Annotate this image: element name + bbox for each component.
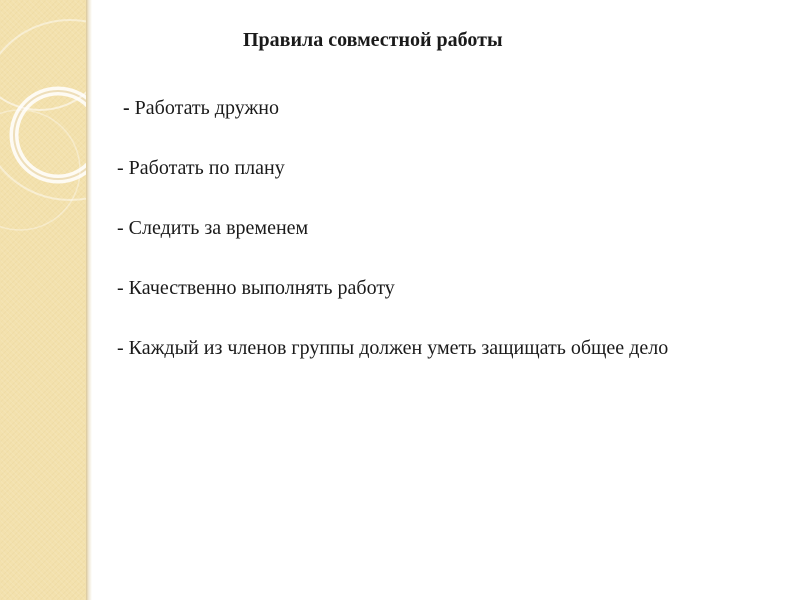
rule-item — [117, 95, 757, 121]
decorative-side-panel — [0, 0, 86, 600]
rule-text: Работать дружно — [129, 97, 279, 119]
rules-list — [117, 95, 757, 395]
rule-dash: - — [123, 97, 130, 119]
circles-ornament-icon — [0, 0, 86, 600]
rule-item: - Работать по плану — [117, 157, 285, 179]
panel-divider — [86, 0, 92, 600]
slide-title: Правила совместной работы — [243, 29, 503, 51]
rule-item: - Каждый из членов группы должен уметь защищать общее дело — [117, 337, 669, 359]
rule-item: - Следить за временем — [117, 217, 309, 239]
rule-item: - Качественно выполнять работу — [117, 277, 395, 299]
